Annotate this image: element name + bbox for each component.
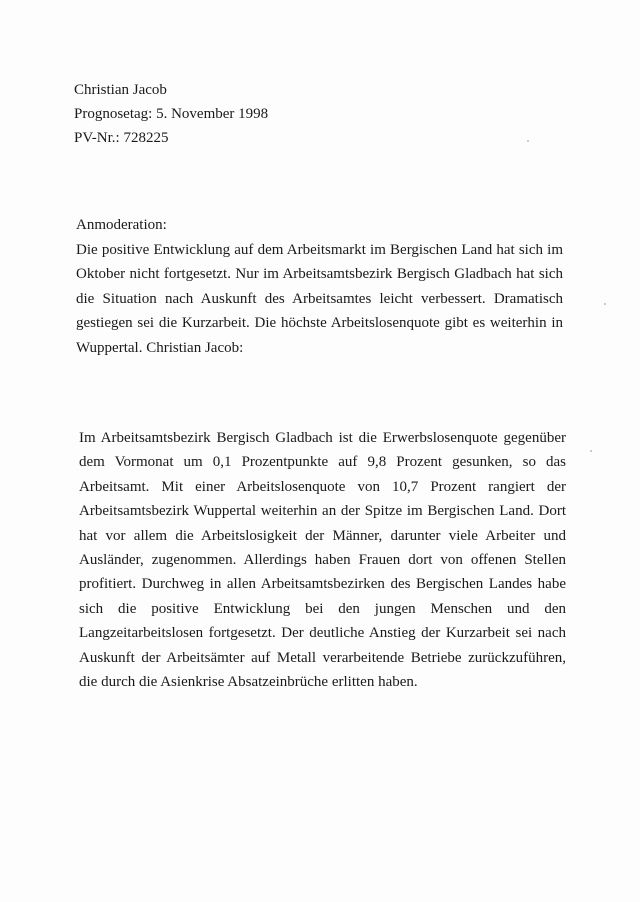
pv-number: PV-Nr.: 728225	[74, 130, 169, 146]
document-header	[74, 78, 268, 150]
forecast-date: Prognosetag: 5. November 1998	[74, 106, 269, 122]
scan-speck	[604, 303, 606, 305]
scan-speck	[527, 140, 529, 142]
intro-paragraph: Die positive Entwicklung auf dem Arbeitsmarkt im Bergischen Land hat sich im Oktober nicht fortgesetzt. Nur im Arbeitsamtsbezirk Bergisch Gladbach hat sich die Situation nach Auskunft des Arbeitsamtes leicht verbessert. Dramatisch gestiegen sei die Kurzarbeit. Die höchste Arbeitslosenquote gibt es weiterhin in Wuppertal. Christian Jacob:	[76, 241, 563, 356]
intro-section	[76, 213, 563, 360]
scan-speck	[590, 450, 592, 452]
intro-label: Anmoderation:	[76, 217, 167, 233]
body-paragraph: Im Arbeitsamtsbezirk Bergisch Gladbach ist die Erwerbslosenquote gegenüber dem Vormonat um 0,1 Prozentpunkte auf 9,8 Prozent gesunken, so das Arbeitsamt. Mit einer Arbeitslosenquote von 10,7 Prozent rangiert der Arbeitsamtsbezirk Wuppertal weiterhin an der Spitze im Bergischen Land. Dort hat vor allem die Arbeitslosigkeit der Männer, darunter viele Arbeiter und Ausländer, zugenommen. Allerdings haben Frauen dort von offenen Stellen profitiert. Durchweg in allen Arbeitsamtsbezirken des Bergischen Landes habe sich die positive Entwicklung bei den jungen Menschen und den Langzeitarbeitslosen fortgesetzt. Der deutliche Anstieg der Kurzarbeit sei nach Auskunft der Arbeitsämter auf Metall verarbeitende Betriebe zurückzuführen, die durch die Asienkrise Absatzeinbrüche erlitten haben.	[79, 430, 566, 691]
author-name: Christian Jacob	[74, 82, 167, 98]
